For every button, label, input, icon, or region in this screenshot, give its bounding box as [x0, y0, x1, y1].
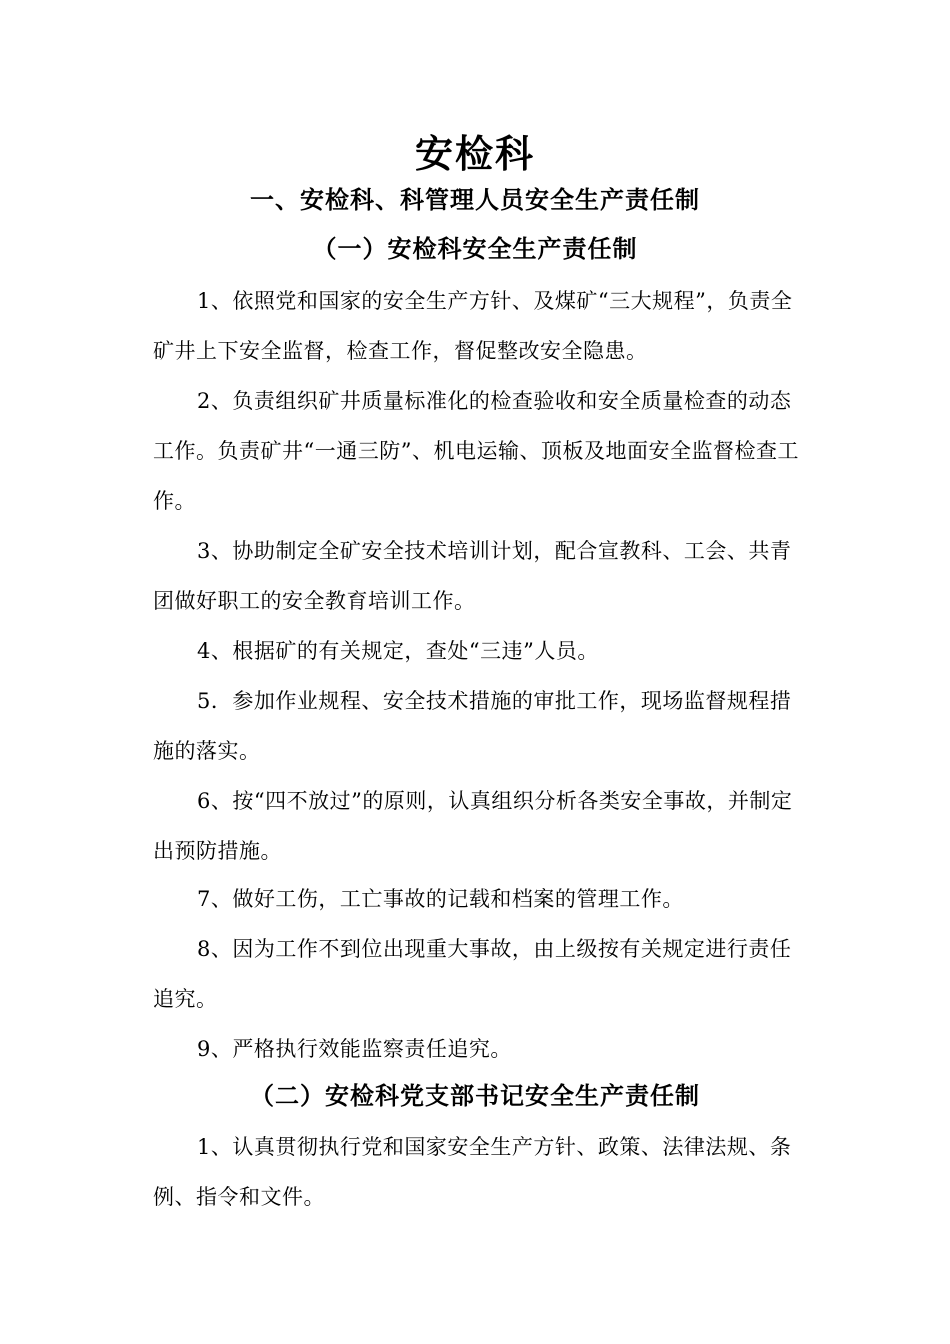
- section-1-item-1: 1、依照党和国家的安全生产方针、及煤矿“三大规程”，负责全矿井上下安全监督，检查工作，督促整改安全隐患。: [153, 289, 793, 363]
- section-1-item-6: 6、按“四不放过”的原则，认真组织分析各类安全事故，并制定出预防措施。: [153, 789, 793, 863]
- main-heading: 一、安检科、科管理人员安全生产责任制: [250, 185, 700, 214]
- section-1-item-5: 5．参加作业规程、安全技术措施的审批工作，现场监督规程措施的落实。: [153, 689, 792, 763]
- section-1-item-9: 9、严格执行效能监察责任追究。: [197, 1037, 512, 1061]
- section-1-item-3: 3、协助制定全矿安全技术培训计划，配合宣教科、工会、共青团做好职工的安全教育培训工作。: [153, 539, 792, 613]
- section-2-heading: （二）安检科党支部书记安全生产责任制: [250, 1081, 700, 1110]
- section-1-item-4: 4、根据矿的有关规定，查处“三违”人员。: [197, 639, 599, 663]
- document-title: 安检科: [414, 131, 535, 176]
- section-1-item-2: 2、负责组织矿井质量标准化的检查验收和安全质量检查的动态工作。负责矿井“一通三防”、机电运输、顶板及地面安全监督检查工作。: [153, 389, 799, 513]
- section-1-heading: （一）安检科安全生产责任制: [312, 234, 638, 263]
- section-2-item-1: 1、认真贯彻执行党和国家安全生产方针、政策、法律法规、条例、指令和文件。: [153, 1135, 792, 1209]
- section-1-item-7: 7、做好工伤，工亡事故的记载和档案的管理工作。: [197, 887, 684, 911]
- section-1-item-8: 8、因为工作不到位出现重大事故，由上级按有关规定进行责任追究。: [153, 937, 792, 1011]
